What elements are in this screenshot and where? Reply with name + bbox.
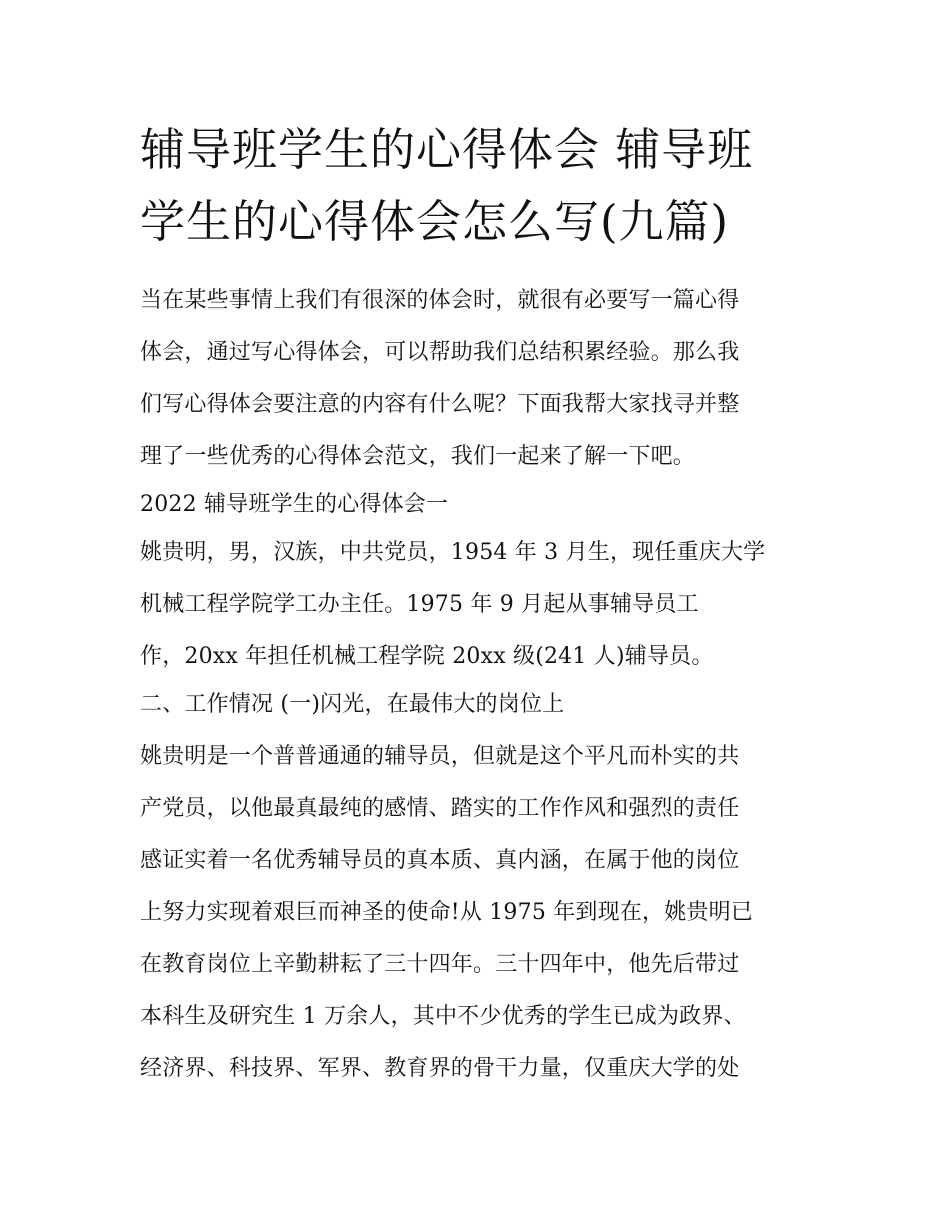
section-heading: 2022 辅导班学生的心得体会一 (140, 492, 449, 517)
paragraph-line-6: 本科生及研究生 1 万余人，其中不少优秀的学生已成为政界、 (140, 1004, 746, 1029)
title-line-2: 学生的心得体会怎么写(九篇) (140, 195, 730, 248)
document-title (140, 114, 820, 258)
paragraph-line-5: 在教育岗位上辛勤耕耘了三十四年。三十四年中，他先后带过 (140, 952, 740, 977)
intro-line-3: 们写心得体会要注意的内容有什么呢？下面我帮大家找寻并整 (140, 392, 740, 417)
subsection-heading: 二、工作情况 (一)闪光，在最伟大的岗位上 (140, 692, 565, 717)
intro-line-2: 体会，通过写心得体会，可以帮助我们总结积累经验。那么我 (140, 340, 740, 365)
profile-line-3: 作，20xx 年担任机械工程学院 20xx 级(241 人)辅导员。 (140, 644, 714, 669)
profile-line-2: 机械工程学院学工办主任。1975 年 9 月起从事辅导员工 (140, 592, 699, 617)
paragraph-line-2: 产党员，以他最真最纯的感情、踏实的工作作风和强烈的责任 (140, 796, 740, 821)
profile-line-1: 姚贵明，男，汉族，中共党员，1954 年 3 月生，现任重庆大学 (140, 540, 766, 565)
paragraph-line-3: 感证实着一名优秀辅导员的真本质、真内涵，在属于他的岗位 (140, 848, 740, 873)
paragraph-line-7: 经济界、科技界、军界、教育界的骨干力量，仅重庆大学的处 (140, 1056, 740, 1081)
intro-line-1: 当在某些事情上我们有很深的体会时，就很有必要写一篇心得 (140, 288, 740, 313)
paragraph-line-1: 姚贵明是一个普普通通的辅导员，但就是这个平凡而朴实的共 (140, 744, 740, 769)
title-line-1: 辅导班学生的心得体会 辅导班 (140, 123, 754, 176)
intro-line-4: 理了一些优秀的心得体会范文，我们一起来了解一下吧。 (140, 444, 696, 469)
paragraph-line-4: 上努力实现着艰巨而神圣的使命!从 1975 年到现在，姚贵明已 (140, 900, 754, 925)
